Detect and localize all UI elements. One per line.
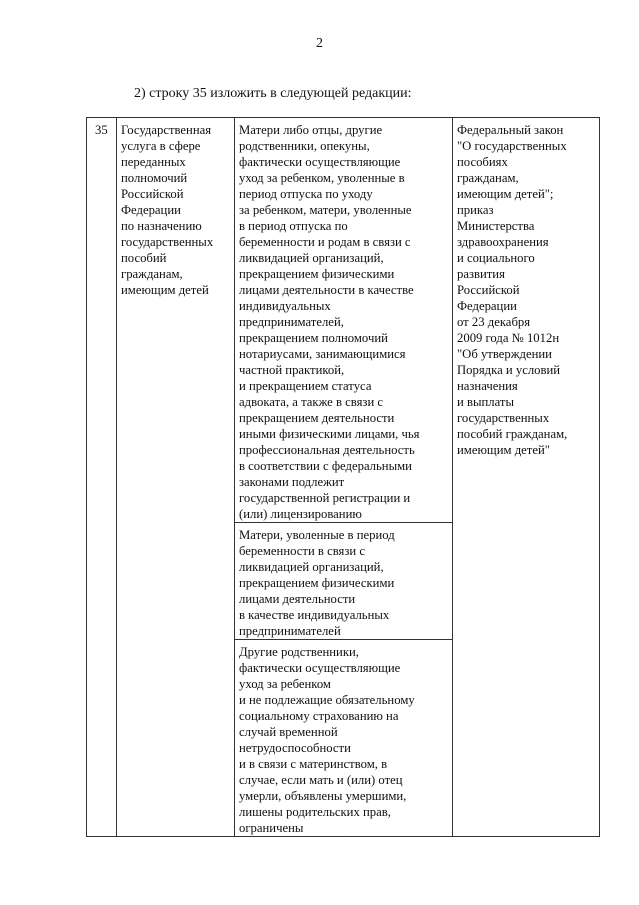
recipients-cell-1 bbox=[235, 118, 453, 523]
amendment-intro: 2) строку 35 изложить в следующей редакции: bbox=[134, 86, 412, 101]
row-number-cell bbox=[87, 118, 117, 837]
row-number: 35 bbox=[95, 123, 108, 137]
table-row bbox=[87, 118, 600, 523]
legal-basis-text: Федеральный закон "О государственных пособиях гражданам, имеющим детей"; приказ Министерства здравоохранения и социального развития Российской Федерации от 23 декабря 2009 года № 1012н "Об утверждении Порядка и условий назначения и выплаты государственных пособий гражданам, имеющим детей" bbox=[457, 123, 568, 457]
service-cell bbox=[117, 118, 235, 837]
service-name: Государственная услуга в сфере переданных полномочий Российской Федерации по назначению государственных пособий гражданам, имеющим детей bbox=[121, 123, 214, 297]
legal-basis-cell bbox=[453, 118, 600, 837]
recipients-text-1: Матери либо отцы, другие родственники, опекуны, фактически осуществляющие уход за ребенком, уволенные в период отпуска по уходу за ребенком, матери, уволенные в период отпуска по беременности и родам в связи с ликвидацией организаций, прекращением физическими лицами деятельности в качестве индивидуальных предпринимателей, прекращением полномочий нотариусами, занимающимися частной практикой, и прекращением статуса адвоката, а также в связи с прекращением деятельности иными физическими лицами, чья профессиональная деятельность в соответствии с федеральными законами подлежит государственной регистрации и (или) лицензированию bbox=[239, 123, 420, 521]
scan-mark: · bbox=[344, 832, 348, 843]
recipients-text-3: Другие родственники, фактически осуществляющие уход за ребенком и не подлежащие обязательному социальному страхованию на случай временной нетрудоспособности и в связи с материнством, в случае, если мать и (или) отец умерли, объявлены умершими, лишены родительских прав, ограничены bbox=[239, 645, 415, 835]
recipients-cell-3 bbox=[235, 640, 453, 837]
recipients-text-2: Матери, уволенные в период беременности в связи с ликвидацией организаций, прекращением физическими лицами деятельности в качестве индивидуальных предпринимателей bbox=[239, 528, 395, 638]
recipients-cell-2 bbox=[235, 523, 453, 640]
amendment-table bbox=[86, 117, 600, 837]
page-number: 2 bbox=[316, 36, 323, 51]
